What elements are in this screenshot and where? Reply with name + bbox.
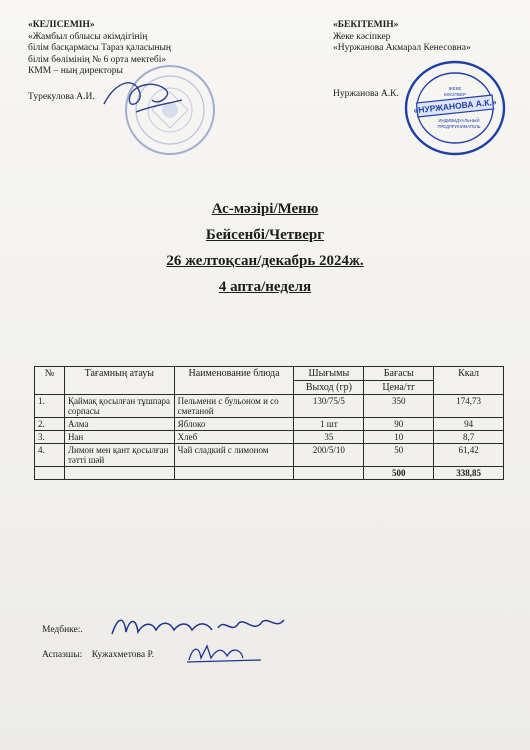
total-empty-cell (294, 467, 364, 480)
nurse-line (42, 625, 83, 635)
header-name-ru: Наименование блюда (174, 367, 294, 395)
header-kcal: Ккал (434, 367, 504, 395)
left-header-line: КММ – ның директоры (28, 66, 123, 76)
total-empty-cell (35, 467, 65, 480)
row-num: 1. (35, 395, 65, 418)
row-price: 10 (364, 431, 434, 444)
right-header-line: Жеке кәсіпкер (333, 31, 391, 42)
row-output: 200/5/10 (294, 444, 364, 467)
row-name-ru: Яблоко (174, 418, 294, 431)
total-kcal: 338,85 (434, 467, 504, 480)
seal-sub-text: ИНДИВИДУАЛЬНЫЙ (438, 118, 480, 123)
entrepreneur-seal-icon (403, 58, 507, 158)
right-header-title: «БЕКІТЕМІН» (333, 20, 399, 30)
menu-titles (0, 200, 530, 304)
row-output: 35 (294, 431, 364, 444)
header-output-kz: Шығымы (294, 367, 364, 381)
header-name-kz: Тағамның атауы (64, 367, 174, 395)
left-header-line: білім басқармасы Тараз қаласының (28, 43, 171, 53)
row-kcal: 61,42 (434, 444, 504, 467)
cook-name: Кужахметова Р. (91, 650, 154, 660)
row-num: 3. (35, 431, 65, 444)
row-kcal: 174,73 (434, 395, 504, 418)
row-name-kz: Нан (64, 431, 174, 444)
header-price-kz: Бағасы (364, 367, 434, 381)
seal-sub-text: КӘСІПКЕР (443, 92, 467, 97)
cook-signature-icon (185, 640, 265, 666)
row-price: 90 (364, 418, 434, 431)
row-output: 130/75/5 (294, 395, 364, 418)
row-name-kz: Қаймақ қосылған тұшпара сорпасы (64, 395, 174, 418)
menu-title: Ас-мәзірі/Меню (211, 201, 319, 217)
row-kcal: 94 (434, 418, 504, 431)
nurse-signature-icon (108, 612, 288, 642)
left-header-line: «Жамбыл облысы әкімдігінің (28, 31, 148, 42)
date-title: 26 желтоқсан/декабрь 2024ж. (166, 253, 364, 269)
seal-sub-text: ЖЕКЕ (448, 86, 462, 91)
row-price: 350 (364, 395, 434, 418)
row-name-ru: Чай сладкий с лимоном (174, 444, 294, 467)
row-num: 2. (35, 418, 65, 431)
total-price: 500 (364, 467, 434, 480)
row-name-ru: Хлеб (174, 431, 294, 444)
left-header-title: «КЕЛІСЕМІН» (28, 20, 95, 30)
row-num: 4. (35, 444, 65, 467)
director-signature-icon (96, 70, 186, 120)
header-price-ru: Цена/тг (364, 381, 434, 395)
left-signer-name: Турекулова А.И. (28, 91, 95, 102)
table-row (35, 444, 504, 467)
table-header-row (35, 367, 504, 381)
table-row (35, 418, 504, 431)
row-output: 1 шт (294, 418, 364, 431)
left-header-line: білім бөлімінің № 6 орта мектебі» (28, 54, 167, 65)
right-signer-name: Нуржанова А.К. (333, 88, 399, 99)
row-name-ru: Пельмени с бульоном и со сметаной (174, 395, 294, 418)
day-title: Бейсенбі/Четверг (205, 227, 325, 243)
header-output-ru: Выход (гр) (294, 381, 364, 395)
right-header-line: «Нуржанова Акмарал Кенесовна» (333, 43, 471, 53)
table-row (35, 395, 504, 418)
row-kcal: 8,7 (434, 431, 504, 444)
seal-sub-text: ПРЕДПРИНИМАТЕЛЬ (437, 124, 481, 129)
row-name-kz: Лимон мен қант қосылған тәтті шәй (64, 444, 174, 467)
row-name-kz: Алма (64, 418, 174, 431)
total-empty-cell (174, 467, 294, 480)
cook-line (42, 650, 154, 660)
seal-center-text: «НУРЖАНОВА А.К.» (413, 96, 497, 116)
row-price: 50 (364, 444, 434, 467)
table-row (35, 431, 504, 444)
nurse-label: Медбике:. (42, 625, 83, 635)
menu-table (34, 366, 504, 480)
cook-label: Аспазшы: (42, 650, 83, 660)
total-empty-cell (64, 467, 174, 480)
table-total-row (35, 467, 504, 480)
header-num: № (35, 367, 65, 395)
week-title: 4 апта/неделя (218, 279, 312, 295)
